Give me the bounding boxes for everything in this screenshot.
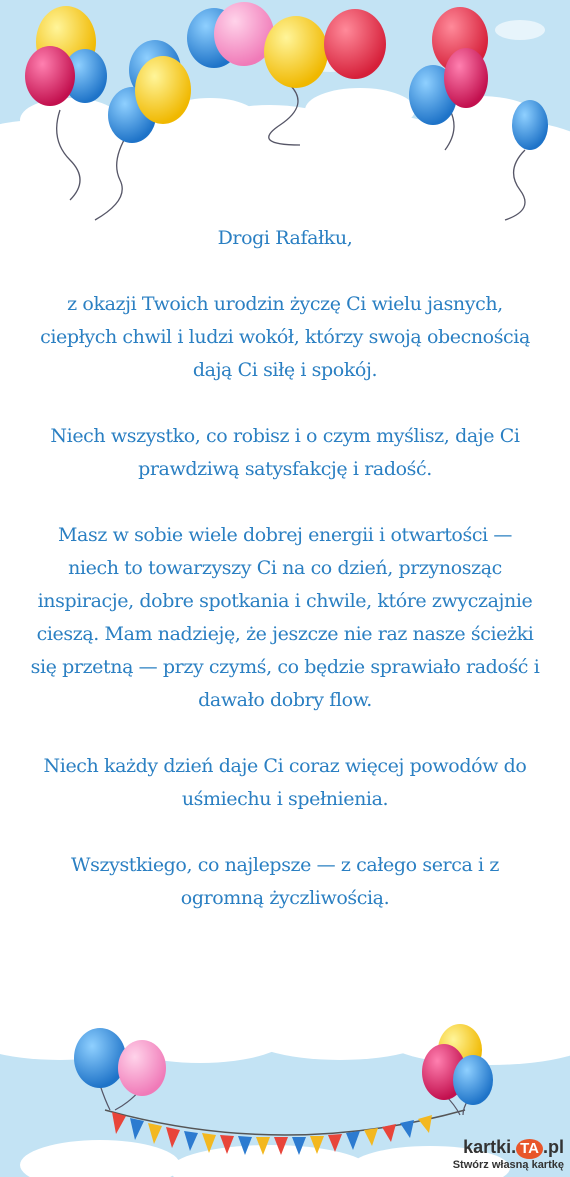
greeting: Drogi Rafałku, bbox=[217, 227, 353, 249]
site-logo[interactable] bbox=[453, 1137, 564, 1159]
wish-paragraph-5: Wszystkiego, co najlepsze — z całego serca i z ogromną życzliwością. bbox=[71, 854, 499, 909]
site-tagline: Stwórz własną kartkę bbox=[452, 1159, 564, 1171]
wish-paragraph-4: Niech każdy dzień daje Ci coraz więcej powodów do uśmiechu i spełnienia. bbox=[43, 755, 527, 810]
logo-prefix: kartki. bbox=[463, 1137, 517, 1157]
card-message bbox=[30, 222, 540, 948]
wish-paragraph-2: Niech wszystko, co robisz i o czym myślisz, daje Ci prawdziwą satysfakcję i radość. bbox=[50, 425, 520, 480]
logo-mark: TA bbox=[516, 1139, 543, 1159]
wish-paragraph-1: z okazji Twoich urodzin życzę Ci wielu jasnych, ciepłych chwil i ludzi wokół, którzy swoją obecnością dają Ci siłę i spokój. bbox=[40, 293, 530, 381]
site-branding[interactable] bbox=[453, 1137, 564, 1171]
logo-suffix: .pl bbox=[543, 1137, 564, 1157]
wish-paragraph-3: Masz w sobie wiele dobrej energii i otwartości — niech to towarzyszy Ci na co dzień, przynosząc inspiracje, dobre spotkania i chwile, które zwyczajnie cieszą. Mam nadzieję, że jeszcze nie raz nasze ścieżki się przetną — przy czymś, co będzie sprawiało radość i dawało dobry flow. bbox=[30, 524, 540, 711]
